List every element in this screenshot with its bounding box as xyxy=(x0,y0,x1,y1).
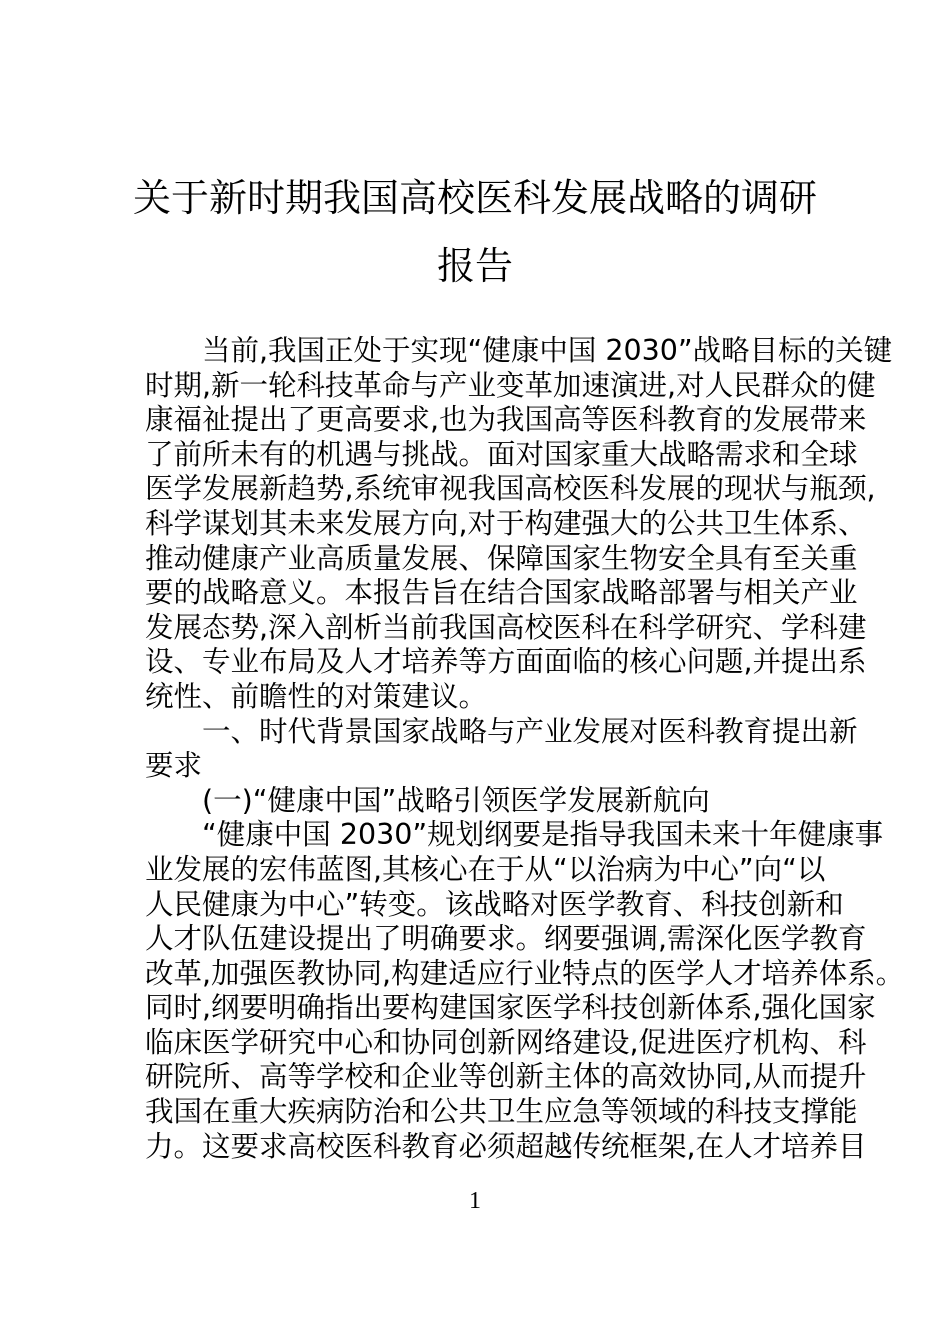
text-line: 医学发展新趋势,系统审视我国高校医科发展的现状与瓶颈, xyxy=(145,472,876,506)
text-line: 要的战略意义。本报告旨在结合国家战略部署与相关产业 xyxy=(145,576,858,610)
text-line: 推动健康产业高质量发展、保障国家生物安全具有至关重 xyxy=(145,541,858,575)
text-line: 时期,新一轮科技革命与产业变革加速演进,对人民群众的健 xyxy=(145,368,876,402)
text-line: 要求 xyxy=(145,749,203,783)
title-line: 关于新时期我国高校医科发展战略的调研 xyxy=(132,176,817,220)
text-line: 力。这要求高校医科教育必须超越传统框架,在人才培养目 xyxy=(145,1129,867,1163)
text-line: 科学谋划其未来发展方向,对于构建强大的公共卫生体系、 xyxy=(145,506,867,540)
text-line: “健康中国 2030”规划纲要是指导我国未来十年健康事 xyxy=(202,818,884,852)
text-line: 一、时代背景国家战略与产业发展对医科教育提出新 xyxy=(202,714,858,748)
document-title xyxy=(100,164,850,300)
text-line: 改革,加强医教协同,构建适应行业特点的医学人才培养体系。 xyxy=(145,956,905,990)
text-line: 人民健康为中心”转变。该战略对医学教育、科技创新和 xyxy=(145,887,844,921)
text-line: 业发展的宏伟蓝图,其核心在于从“以治病为中心”向“以 xyxy=(145,852,826,886)
text-line: 发展态势,深入剖析当前我国高校医科在科学研究、学科建 xyxy=(145,610,867,644)
text-line: 了前所未有的机遇与挑战。面对国家重大战略需求和全球 xyxy=(145,437,858,471)
title-line: 报告 xyxy=(436,244,513,288)
document-body xyxy=(145,334,905,1164)
text-line: 康福祉提出了更高要求,也为我国高等医科教育的发展带来 xyxy=(145,403,867,437)
text-line: 研院所、高等学校和企业等创新主体的高效协同,从而提升 xyxy=(145,1060,867,1094)
text-line: 同时,纲要明确指出要构建国家医学科技创新体系,强化国家 xyxy=(145,991,876,1025)
text-line: 人才队伍建设提出了明确要求。纲要强调,需深化医学教育 xyxy=(145,922,867,956)
page-number: 1 xyxy=(469,1188,481,1214)
text-line: 当前,我国正处于实现“健康中国 2030”战略目标的关键 xyxy=(202,334,893,367)
text-line: 我国在重大疾病防治和公共卫生应急等领域的科技支撑能 xyxy=(145,1095,858,1129)
text-line: (一)“健康中国”战略引领医学发展新航向 xyxy=(202,783,710,817)
text-line: 设、专业布局及人才培养等方面面临的核心问题,并提出系 xyxy=(145,645,867,679)
text-line: 统性、前瞻性的对策建议。 xyxy=(145,679,488,713)
text-line: 临床医学研究中心和协同创新网络建设,促进医疗机构、科 xyxy=(145,1025,867,1059)
